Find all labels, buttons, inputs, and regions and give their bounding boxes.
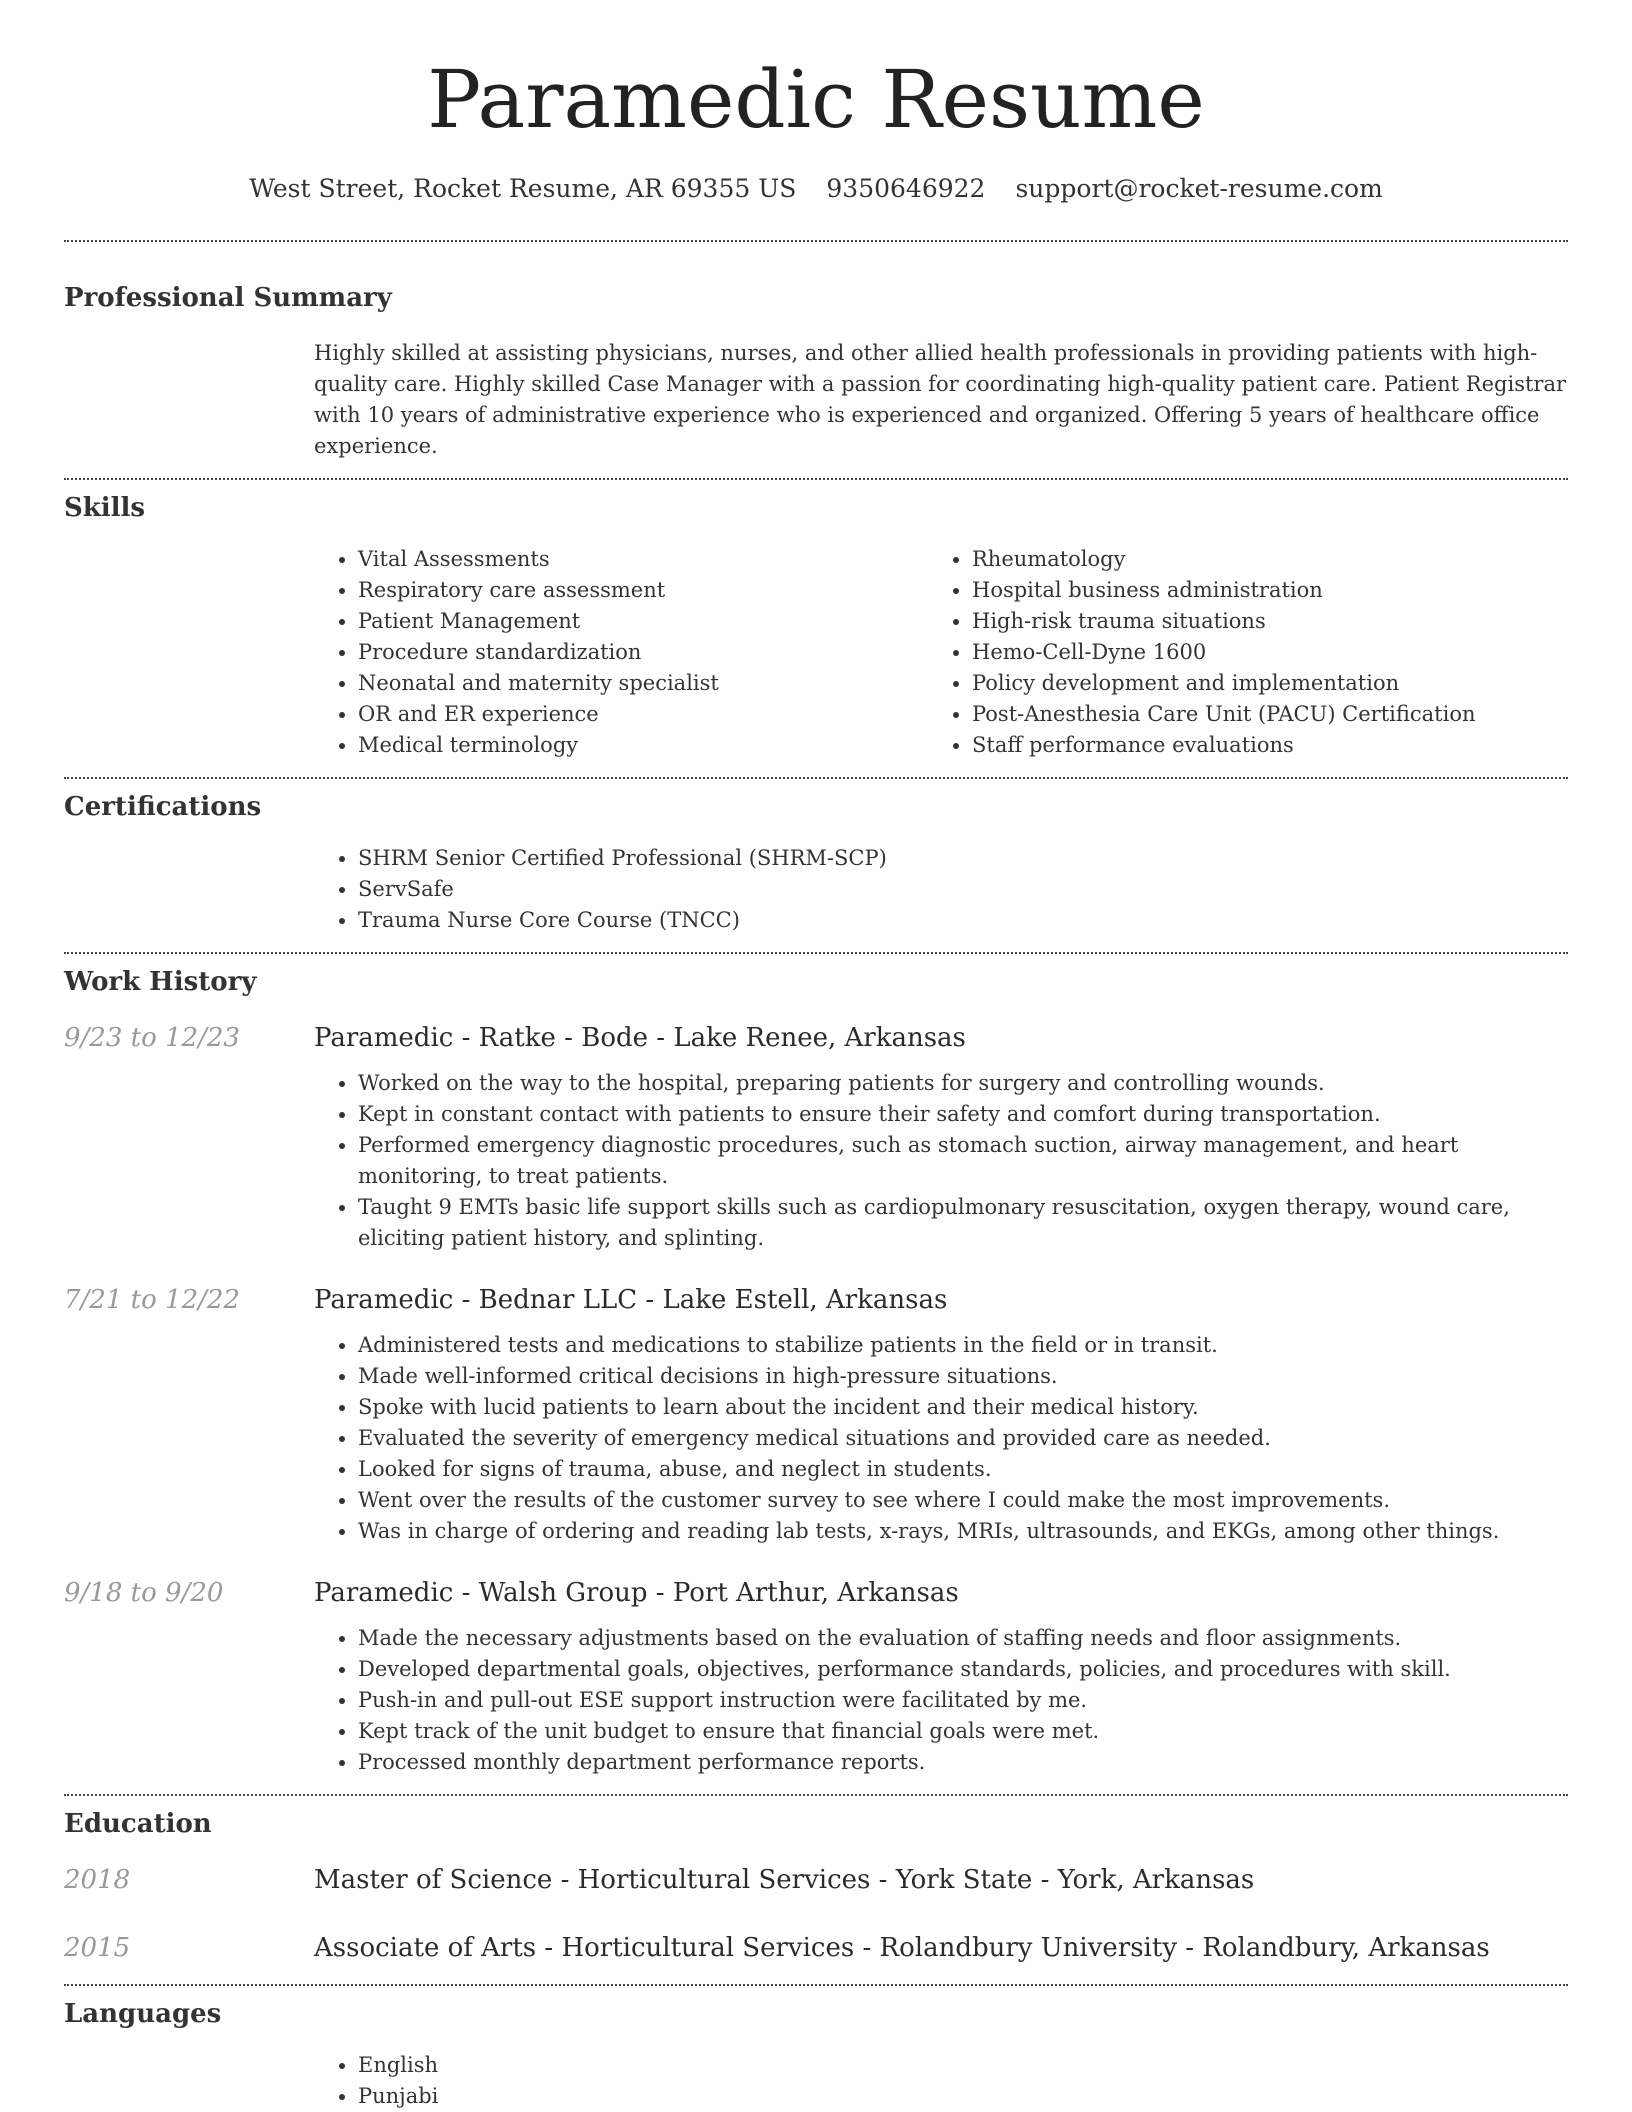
job-bullet: • Spoke with lucid patients to learn about the incident and their medical history. [358, 1392, 1568, 1423]
skill-item: • Hospital business administration [972, 575, 1542, 606]
contact-phone: 9350646922 [826, 174, 986, 203]
education-list [64, 1862, 1568, 1966]
job-bullet: • Worked on the way to the hospital, preparing patients for surgery and controlling wounds. [358, 1068, 1568, 1099]
job-body [314, 1575, 1568, 1778]
resume-page [64, 0, 1568, 2112]
contact-email: support@rocket-resume.com [1015, 174, 1383, 203]
job-body [314, 1282, 1568, 1547]
job-bullet: • Processed monthly department performance reports. [358, 1747, 1568, 1778]
certification-item: • Trauma Nurse Core Course (TNCC) [358, 905, 1568, 936]
languages-content [314, 2050, 1568, 2112]
education-title: Associate of Arts - Horticultural Services - Rolandbury University - Rolandbury, Arkansas [314, 1933, 1490, 1963]
skill-item: • Respiratory care assessment [358, 575, 928, 606]
languages-heading: Languages [64, 1999, 222, 2029]
certifications-list [314, 843, 1568, 936]
job-bullet: • Performed emergency diagnostic procedures, such as stomach suction, airway management, and heart monitoring, to treat patients. [358, 1130, 1568, 1192]
job-bullet: • Made well-informed critical decisions in high-pressure situations. [358, 1361, 1568, 1392]
skills-list-right [928, 544, 1542, 761]
job-entry [64, 1282, 1568, 1547]
education-year: 2015 [64, 1933, 131, 1963]
languages-section [64, 1986, 1568, 2112]
skills-list-left [314, 544, 928, 761]
skills-column-left [314, 544, 928, 761]
contact-line [64, 172, 1568, 206]
education-title: Master of Science - Horticultural Services - York State - York, Arkansas [314, 1865, 1255, 1895]
skills-section [64, 480, 1568, 761]
work-heading: Work History [64, 967, 257, 997]
skill-item: • Rheumatology [972, 544, 1542, 575]
certification-item: • SHRM Senior Certified Professional (SHRM-SCP) [358, 843, 1568, 874]
job-dates: 7/21 to 12/22 [64, 1285, 240, 1315]
job-bullet: • Kept track of the unit budget to ensure that financial goals were met. [358, 1716, 1568, 1747]
job-body [314, 1020, 1568, 1254]
skill-item: • Neonatal and maternity specialist [358, 668, 928, 699]
skill-item: • Post-Anesthesia Care Unit (PACU) Certification [972, 699, 1542, 730]
skill-item: • Medical terminology [358, 730, 928, 761]
job-title: Paramedic - Walsh Group - Port Arthur, Arkansas [314, 1578, 959, 1608]
education-section [64, 1796, 1568, 1966]
job-bullet: • Looked for signs of trauma, abuse, and neglect in students. [358, 1454, 1568, 1485]
language-item: • Punjabi [358, 2081, 1568, 2112]
jobs-list [64, 1020, 1568, 1778]
certification-item: • ServSafe [358, 874, 1568, 905]
work-section [64, 954, 1568, 1778]
job-bullet: • Was in charge of ordering and reading lab tests, x-rays, MRIs, ultrasounds, and EKGs, among other things. [358, 1516, 1568, 1547]
skill-item: • High-risk trauma situations [972, 606, 1542, 637]
skill-item: • Procedure standardization [358, 637, 928, 668]
certifications-content [314, 843, 1568, 936]
skill-item: • Staff performance evaluations [972, 730, 1542, 761]
job-bullet: • Taught 9 EMTs basic life support skills such as cardiopulmonary resuscitation, oxygen therapy, wound care, eliciting patient history, and splinting. [358, 1192, 1568, 1254]
education-heading: Education [64, 1809, 212, 1839]
job-bullet: • Developed departmental goals, objectives, performance standards, policies, and procedures with skill. [358, 1654, 1568, 1685]
job-title: Paramedic - Bednar LLC - Lake Estell, Arkansas [314, 1285, 948, 1315]
job-bullet: • Administered tests and medications to stabilize patients in the field or in transit. [358, 1330, 1568, 1361]
skill-item: • OR and ER experience [358, 699, 928, 730]
education-year: 2018 [64, 1865, 131, 1895]
education-entry [64, 1862, 1568, 1898]
skill-item: • Policy development and implementation [972, 668, 1542, 699]
job-bullets [314, 1330, 1568, 1547]
page-title: Paramedic Resume [427, 53, 1205, 146]
job-entry [64, 1020, 1568, 1254]
job-title: Paramedic - Ratke - Bode - Lake Renee, Arkansas [314, 1023, 966, 1053]
certifications-heading: Certifications [64, 792, 262, 822]
summary-section [64, 242, 1568, 462]
languages-list [314, 2050, 1568, 2112]
job-dates: 9/18 to 9/20 [64, 1578, 224, 1608]
contact-address: West Street, Rocket Resume, AR 69355 US [249, 174, 797, 203]
job-bullet: • Evaluated the severity of emergency medical situations and provided care as needed. [358, 1423, 1568, 1454]
job-dates: 9/23 to 12/23 [64, 1023, 240, 1053]
job-entry [64, 1575, 1568, 1778]
certifications-section [64, 779, 1568, 936]
summary-text: Highly skilled at assisting physicians, nurses, and other allied health professionals in providing patients with high-quality care. Highly skilled Case Manager with a passion for coordinating high-quality patient care. Patient Registrar with 10 years of administrative experience who is experienced and organized. Offering 5 years of healthcare office experience. [314, 341, 1567, 458]
summary-heading: Professional Summary [64, 283, 392, 313]
job-bullet: • Kept in constant contact with patients to ensure their safety and comfort during transportation. [358, 1099, 1568, 1130]
skill-item: • Vital Assessments [358, 544, 928, 575]
skills-column-right [928, 544, 1542, 761]
skills-columns [314, 544, 1568, 761]
job-bullets [314, 1623, 1568, 1778]
education-entry [64, 1930, 1568, 1966]
skill-item: • Hemo-Cell-Dyne 1600 [972, 637, 1542, 668]
skill-item: • Patient Management [358, 606, 928, 637]
language-item: • English [358, 2050, 1568, 2081]
job-bullet: • Went over the results of the customer survey to see where I could make the most improvements. [358, 1485, 1568, 1516]
skills-heading: Skills [64, 493, 146, 523]
job-bullet: • Made the necessary adjustments based on the evaluation of staffing needs and floor assignments. [358, 1623, 1568, 1654]
job-bullet: • Push-in and pull-out ESE support instruction were facilitated by me. [358, 1685, 1568, 1716]
job-bullets [314, 1068, 1568, 1254]
